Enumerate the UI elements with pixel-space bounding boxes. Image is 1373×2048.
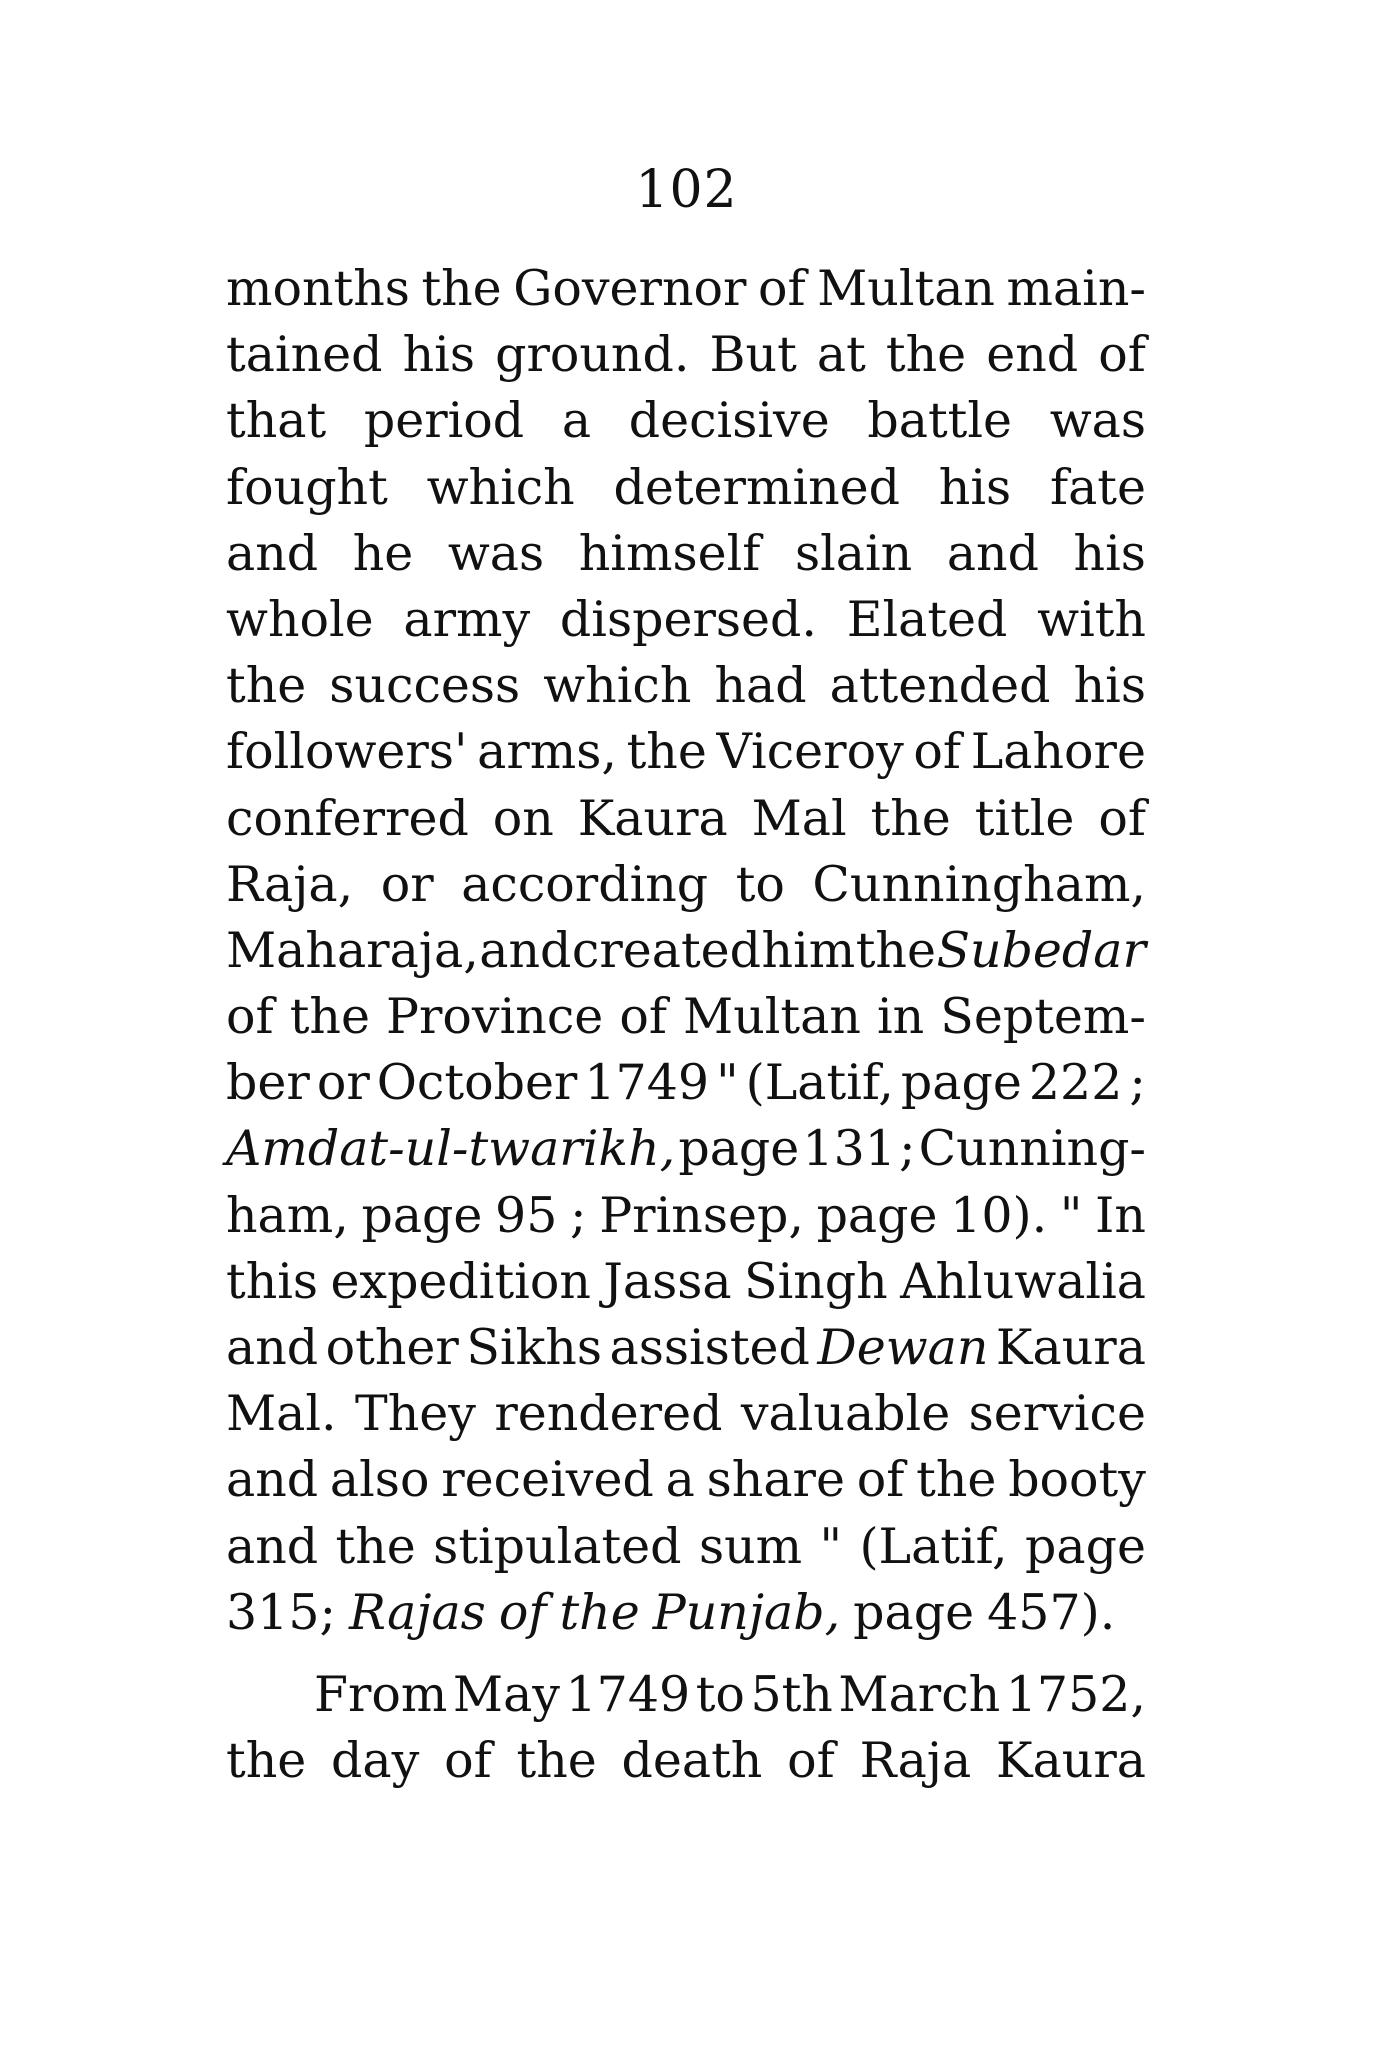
word: a [561,392,592,450]
word: Raja, [226,855,354,913]
text-line [226,1116,1146,1182]
word: 10). [950,1186,1048,1244]
paragraph [226,256,1146,1646]
word: title [974,789,1075,847]
word: of [619,988,667,1046]
word: his [402,326,475,384]
text-line [226,1381,1146,1447]
word: conferred [226,789,469,847]
word: Maharaja, [226,921,479,979]
word: Kaura [577,789,728,847]
word: also [329,1451,430,1509]
word: the [516,1732,597,1790]
text-line [226,1050,1146,1116]
word: 131 [802,1120,896,1178]
word: or [380,855,434,913]
word: whole [226,590,374,648]
word: From [314,1665,448,1723]
word: expedition [330,1252,591,1310]
word: Kaura [995,1319,1146,1376]
text-line [226,322,1146,388]
word: fate [1049,458,1146,516]
word: of [226,988,274,1046]
word: May [452,1665,560,1723]
word: the [226,1732,307,1790]
word: in [876,988,925,1046]
text-line [226,653,1146,719]
text-line [226,1183,1146,1249]
word: ; [570,1186,587,1244]
text-line [226,1447,1146,1513]
word: Ahluwalia [900,1252,1146,1310]
word: he [352,524,414,582]
word: In [1095,1186,1146,1244]
word: and [226,524,319,582]
word: his [1073,657,1146,715]
word: Mal [751,789,847,847]
word: But [709,326,797,384]
word: of [757,260,806,317]
word: page [1025,1517,1146,1575]
word: Viceroy [716,723,904,781]
word: according [461,855,709,913]
word: was [447,524,545,582]
word: share [706,1451,845,1509]
word: Raja [859,1732,972,1790]
word: and [226,1451,319,1509]
word: slain [794,524,913,582]
word: fought [226,458,388,516]
word: of [1098,326,1146,384]
word: battle [867,392,1013,450]
word: 1749 [565,1665,691,1723]
word: page [900,1054,1022,1112]
word: 1749 [584,1054,710,1112]
text-line [226,1514,1146,1580]
text-line [226,719,1146,785]
word: of [913,723,962,781]
word: ; [899,1120,916,1178]
word: army [403,590,531,648]
word: (Latif, [745,1054,894,1112]
word: or [316,1054,370,1112]
paragraph [226,1662,1146,1794]
word: Lahore [970,723,1146,781]
word: main- [1006,260,1146,317]
word: Singh [744,1252,888,1310]
text-line [226,1580,1146,1646]
word: ber [226,1054,310,1112]
word: March [838,1665,1001,1723]
word: other [325,1319,459,1376]
text-line [226,388,1146,454]
word: received [441,1451,654,1509]
word: Rajas [349,1583,486,1641]
word: end [986,326,1079,384]
word: with [1037,590,1146,648]
text-line [226,256,1146,322]
word: page [361,1186,483,1244]
text-line [226,1728,1146,1794]
word: months [226,260,410,317]
text-line [226,786,1146,852]
word: " [716,1054,739,1112]
text-line [226,1249,1146,1315]
word: which [426,458,575,516]
word: (Latif, [859,1517,1008,1575]
word: that [226,392,327,450]
word: and [479,921,572,979]
word: Multan [817,260,995,317]
word: followers' [226,723,468,781]
word: Mal. [226,1385,337,1443]
word: tained [226,326,383,384]
text-line [226,984,1146,1050]
text-line [226,1662,1146,1728]
text-line [226,587,1146,653]
word: the [916,1451,997,1509]
word: arms, [477,723,617,781]
word: dispersed. [559,590,817,648]
word: this [226,1252,319,1310]
word: 222 [1028,1054,1123,1112]
word: at [816,326,866,384]
word: of [444,1732,492,1790]
word: of [856,1451,905,1509]
word: himself [578,524,761,582]
word: which [543,657,692,715]
word: the [421,260,502,317]
word: " [1059,1186,1083,1244]
word: Amdat-ul-twarikh, [226,1120,676,1178]
word: the [289,988,370,1046]
word: booty [1008,1451,1146,1509]
word: day [331,1732,420,1790]
word: of [1098,789,1146,847]
word: service [968,1385,1146,1443]
word: success [329,657,521,715]
body-text [226,256,1146,1794]
word: the [870,789,951,847]
word: 95 [495,1186,558,1244]
text-line [226,455,1146,521]
word: They [355,1385,476,1443]
word: page [853,1583,975,1641]
word: created [571,921,762,979]
word: the [335,1517,416,1575]
word: Jassa [603,1252,732,1310]
word: Kaura [995,1732,1146,1790]
word: " [819,1517,843,1575]
word: Province [386,988,604,1046]
word: 457). [987,1583,1116,1641]
word: ground. [495,326,690,384]
word: 5th [750,1665,833,1723]
word: 315; [226,1583,337,1641]
text-line [226,521,1146,587]
word: Prinsep, [599,1186,804,1244]
word: had [714,657,807,715]
word: a [665,1451,695,1509]
word: valuable [740,1385,951,1443]
word: October [376,1054,578,1112]
word: and [226,1319,319,1376]
word: the [885,326,967,384]
word: on [492,789,554,847]
text-line [226,918,1146,984]
word: 1752, [1005,1665,1146,1723]
word: ; [1129,1054,1146,1112]
word: was [1049,392,1146,450]
word: Punjab, [652,1583,841,1641]
word: and [946,524,1039,582]
word: the [559,1583,640,1641]
word: and [226,1517,319,1575]
word: period [363,392,525,450]
word: Septem- [940,988,1146,1046]
word: of [787,1732,835,1790]
word: Subedar [936,921,1146,979]
word: Cunningham, [812,855,1146,913]
word: stipulated [433,1517,682,1575]
page-number: 102 [635,160,738,220]
word: assisted [609,1319,810,1376]
word: his [938,458,1012,516]
word: sum [698,1517,803,1575]
word: ham, [226,1186,349,1244]
word: Multan [683,988,861,1046]
word: the [855,921,936,979]
word: rendered [494,1385,723,1443]
word: attended [829,657,1051,715]
text-line [226,1315,1146,1381]
word: death [621,1732,763,1790]
word: to [695,1665,745,1723]
word: Governor [513,260,747,317]
word: him [761,921,856,979]
word: the [626,723,707,781]
word: page [816,1186,938,1244]
word: to [735,855,785,913]
word: Dewan [817,1319,989,1376]
word: determined [613,458,901,516]
word: the [226,657,307,715]
word: his [1073,524,1146,582]
word: Sikhs [466,1319,602,1376]
word: Cunning- [918,1120,1146,1178]
word: of [498,1583,547,1641]
word: page [678,1120,800,1178]
word: decisive [628,392,830,450]
text-line [226,852,1146,918]
word: Elated [846,590,1008,648]
